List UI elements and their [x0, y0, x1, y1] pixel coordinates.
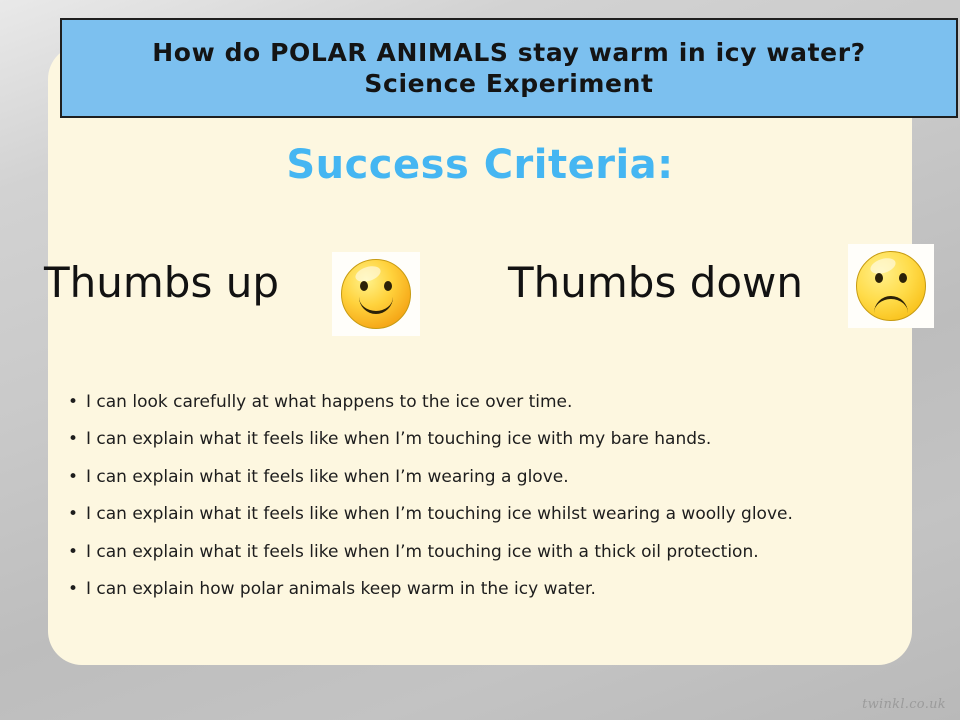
- list-item: [68, 504, 908, 524]
- bullet-icon: •: [68, 541, 79, 562]
- title-banner: [60, 18, 958, 118]
- face-mouth-frown: [874, 296, 908, 315]
- face-gloss-highlight: [868, 255, 897, 276]
- watermark-label: twinkl.co.uk: [862, 697, 946, 712]
- bullet-icon: •: [68, 466, 79, 487]
- title-line-1: How do POLAR ANIMALS stay warm in icy water?: [152, 37, 866, 67]
- criteria-text: I can explain what it feels like when I’m touching ice with a thick oil protection.: [86, 541, 759, 562]
- face-mouth-smile: [359, 293, 393, 314]
- success-criteria-heading: Success Criteria:: [286, 142, 674, 188]
- criteria-text: I can explain what it feels like when I’m wearing a glove.: [86, 466, 569, 487]
- bullet-icon: •: [68, 429, 79, 450]
- face-eye-left: [360, 281, 368, 291]
- face-eye-right: [899, 273, 907, 283]
- face-gloss-highlight: [353, 263, 382, 284]
- criteria-text: I can explain what it feels like when I’m touching ice whilst wearing a woolly glove.: [86, 504, 793, 525]
- list-item: [68, 467, 908, 487]
- title-line-2: Science Experiment: [364, 69, 654, 98]
- criteria-list: [68, 392, 908, 616]
- thumbs-row: [0, 258, 960, 330]
- smiling-face-icon-box: [332, 252, 420, 336]
- face-eye-right: [384, 281, 392, 291]
- criteria-text: I can explain how polar animals keep warm in the icy water.: [86, 578, 596, 599]
- face-eye-left: [875, 273, 883, 283]
- list-item: [68, 579, 908, 599]
- thumbs-down-label: Thumbs down: [508, 258, 804, 307]
- sad-face-icon-box: [848, 244, 934, 328]
- list-item: [68, 392, 908, 412]
- criteria-text: I can look carefully at what happens to the ice over time.: [86, 392, 573, 412]
- criteria-text: I can explain what it feels like when I’m touching ice with my bare hands.: [86, 429, 712, 450]
- smiling-face-icon: [341, 259, 411, 329]
- bullet-icon: •: [68, 392, 79, 412]
- list-item: [68, 542, 908, 562]
- thumbs-up-label: Thumbs up: [44, 258, 279, 307]
- bullet-icon: •: [68, 578, 79, 599]
- list-item: [68, 429, 908, 449]
- sad-face-icon: [856, 251, 926, 321]
- bullet-icon: •: [68, 504, 79, 525]
